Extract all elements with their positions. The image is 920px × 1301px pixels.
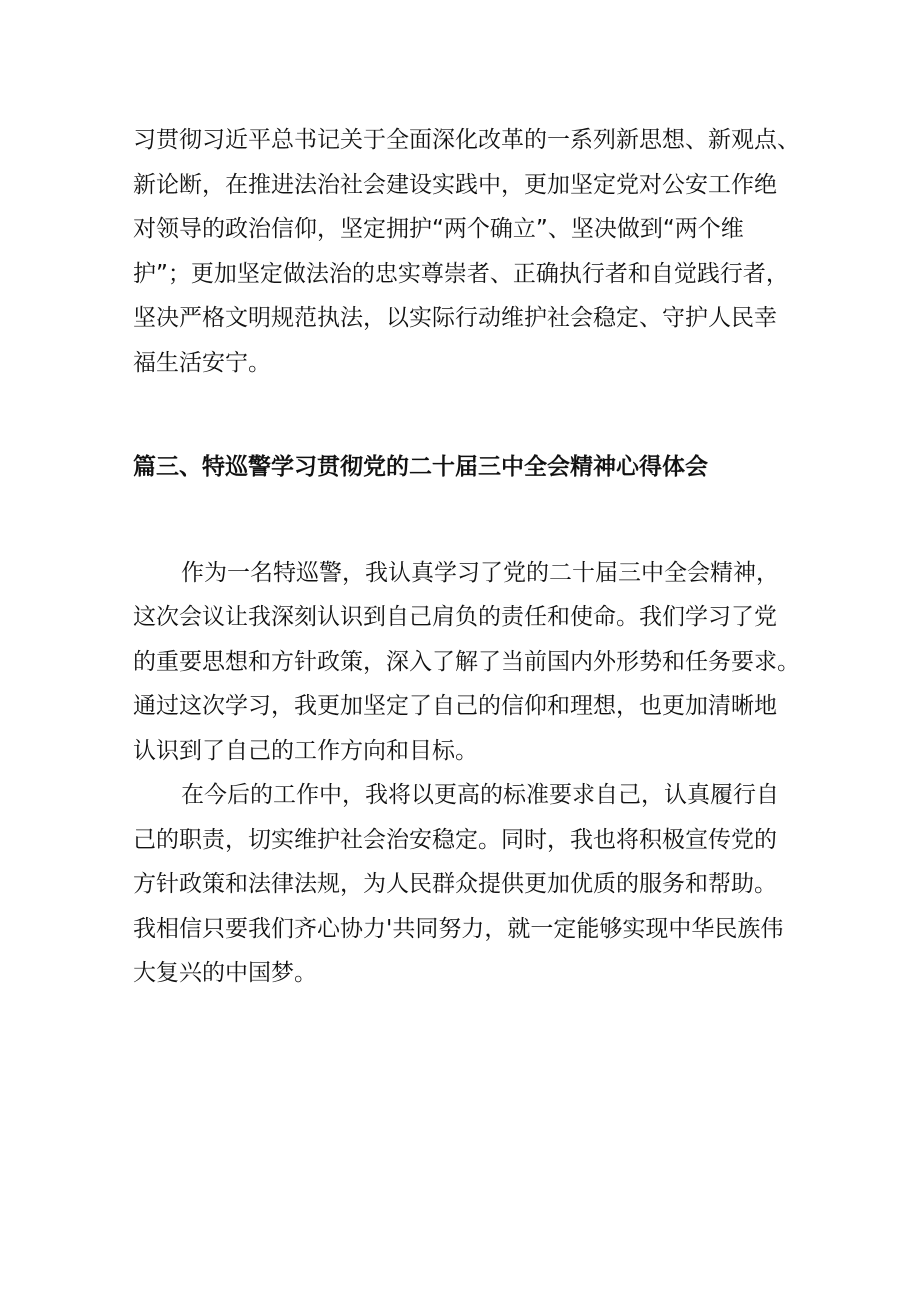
- paragraph-1: [133, 551, 800, 774]
- text-line: 我相信只要我们齐心协力'共同努力，就一定能够实现中华民族伟: [133, 915, 784, 942]
- document-body: [133, 118, 800, 996]
- text-line: 福生活安宁。: [133, 349, 271, 376]
- section-heading: 篇三、特巡警学习贯彻党的二十届三中全会精神心得体会: [133, 454, 708, 480]
- text-line: 通过这次学习，我更加坚定了自己的信仰和理想，也更加清晰地: [133, 693, 777, 719]
- text-line: 大复兴的中国梦。: [133, 960, 317, 986]
- text-line: 方针政策和法律法规，为人民群众提供更加优质的服务和帮助。: [133, 871, 777, 897]
- text-line: 习贯彻习近平总书记关于全面深化改革的一系列新思想、新观点、: [133, 127, 800, 153]
- text-line: 新论断，在推进法治社会建设实践中，更加坚定党对公安工作绝: [133, 171, 777, 198]
- text-line: 认识到了自己的工作方向和目标。: [133, 737, 478, 764]
- text-line: 己的职责，切实维护社会治安稳定。同时，我也将积极宣传党的: [133, 826, 777, 853]
- text-line: 这次会议让我深刻认识到自己肩负的责任和使命。我们学习了党: [133, 604, 777, 630]
- paragraph-2: [133, 773, 793, 996]
- intro-paragraph: [133, 118, 800, 385]
- text-line: 作为一名特巡警，我认真学习了党的二十届三中全会精神，: [181, 559, 779, 586]
- text-line: 护”；更加坚定做法治的忠实尊崇者、正确执行者和自觉践行者，: [133, 260, 789, 287]
- text-line: 的重要思想和方针政策，深入了解了当前国内外形势和任务要求。: [133, 648, 800, 675]
- text-line: 坚决严格文明规范执法，以实际行动维护社会稳定、守护人民幸: [133, 305, 777, 331]
- text-line: 对领导的政治信仰，坚定拥护“两个确立”、坚决做到“两个维: [133, 216, 744, 242]
- text-line: 在今后的工作中，我将以更高的标准要求自己，认真履行自: [181, 782, 779, 808]
